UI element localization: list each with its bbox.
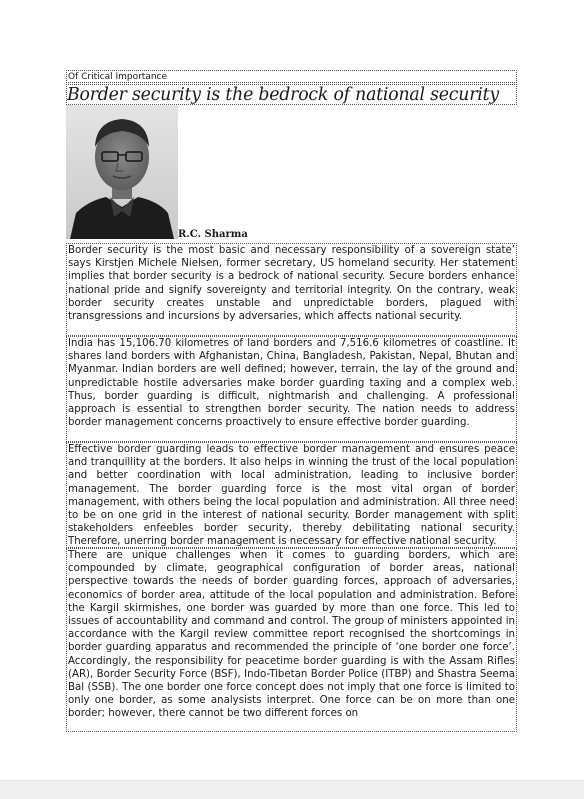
article: [66, 70, 517, 746]
author-photo: [66, 105, 178, 239]
paragraph-2: India has 15,106.70 kilometres of land borders and 7,516.6 kilometres of coastline. It shares land borders with Afghanistan, China, Bangladesh, Pakistan, Nepal, Bhutan and Myanmar. Indian borders are well defined; however, terrain, the lay of the ground and unpredictable hostile adversaries make border guarding taxing and a complex web. Thus, border guarding is difficult, nightmarish and challenging. A professional approach is essential to strengthen border security. The nation needs to address border management concerns proactively to ensure effective border guarding.: [66, 336, 517, 442]
author-name: R.C. Sharma: [178, 229, 248, 240]
portrait-image: [66, 105, 178, 239]
paragraph-1: Border security is the most basic and necessary responsibility of a sovereign state’ says Kirstjen Michele Nielsen, former secretary, US homeland security. Her statement implies that border security is a bedrock of national security. Secure borders enhance national pride and signify sovereignty and territorial integrity. On the contrary, weak border security creates unstable and unpredictable borders, plagued with transgressions and incursions by adversaries, which affects national security.: [66, 243, 517, 336]
paragraph-3: Effective border guarding leads to effective border management and ensures peace and tranquillity at the borders. It also helps in winning the trust of the local population and better coordination with local administration, leading to inclusive border management. The border guarding force is the most vital organ of border management, with others being the local population and administration. All three need to be on one grid in the interest of national security. Border management with split stakeholders enfeebles border security, thereby debilitating national security. Therefore, unerring border management is necessary for effective national security.: [68, 444, 515, 548]
author-block: [66, 105, 517, 243]
article-headline: Border security is the bedrock of national security: [66, 84, 517, 105]
paragraph-4: There are unique challenges when it comes to guarding borders, which are compounded by climate, geographical configuration of border areas, national perspective towards the needs of border guarding forces, approach of adversaries, economics of border area, attitude of the local population and administration. Before the Kargil skirmishes, one border was guarded by more than one force. This led to issues of accountability and command and control. The group of ministers appointed in accordance with the Kargil review committee report recognised the shortcomings in border guarding apparatus and recommended the principle of ‘one border one force’. Accordingly, the responsibility for peacetime border guarding is with the Assam Rifles (AR), Border Security Force (BSF), Indo-Tibetan Border Police (ITBP) and Shastra Seema Bal (SSB). The one border one force concept does not imply that one force is limited to only one border, as some analysists interpret. One force can be on more than one border; however, there cannot be two different forces on: [66, 548, 517, 732]
article-kicker: Of Critical Importance: [66, 70, 517, 83]
page-bottom-bar: [0, 780, 584, 799]
